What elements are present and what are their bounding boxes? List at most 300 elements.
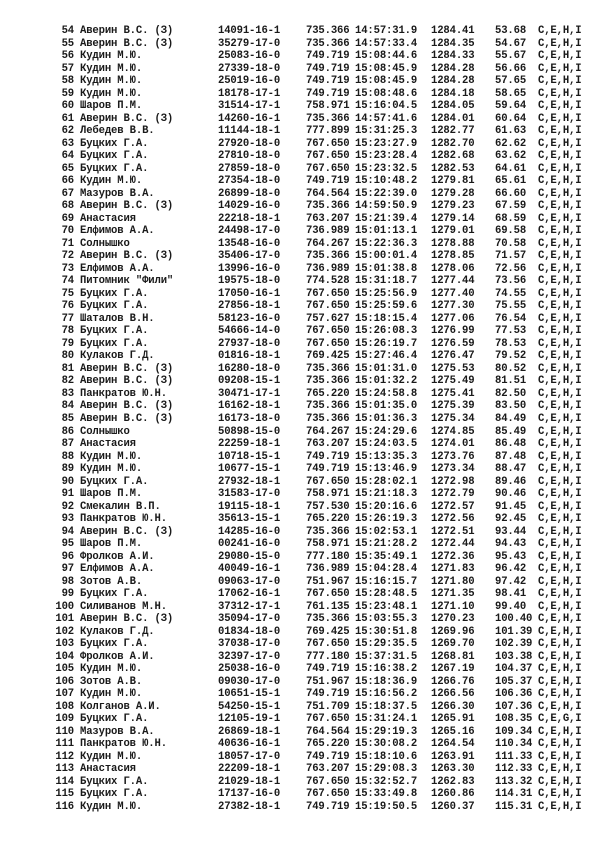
- distance: 736.989: [306, 262, 350, 275]
- ring-number: 27339-18-0: [218, 62, 281, 75]
- place: 95: [61, 538, 74, 551]
- flags: C,E,H,I: [538, 75, 582, 88]
- speed: 1284.28: [431, 75, 475, 88]
- ring-number: 13548-16-0: [218, 237, 281, 250]
- place: 97: [61, 563, 74, 576]
- score: 102.39: [495, 638, 533, 651]
- ring-number: 10718-15-1: [218, 450, 281, 463]
- distance: 735.366: [306, 400, 350, 413]
- flags: C,E,H,I: [538, 488, 582, 501]
- distance: 736.989: [306, 225, 350, 238]
- arrival-time: 15:16:38.2: [355, 663, 418, 676]
- owner-name: Шаров П.М.: [80, 488, 143, 501]
- speed: 1284.01: [431, 112, 475, 125]
- table-row: [0, 751, 600, 764]
- arrival-time: 15:29:35.5: [355, 638, 418, 651]
- ring-number: 14029-16-0: [218, 200, 281, 213]
- distance: 763.207: [306, 212, 350, 225]
- owner-name: Анастасия: [80, 763, 136, 776]
- owner-name: Буцких Г.А.: [80, 775, 149, 788]
- ring-number: 17137-16-0: [218, 788, 281, 801]
- arrival-time: 15:24:29.6: [355, 425, 418, 438]
- ring-number: 14260-16-1: [218, 112, 281, 125]
- results-table: [0, 25, 600, 813]
- speed: 1277.40: [431, 287, 475, 300]
- place: 71: [61, 237, 74, 250]
- speed: 1267.19: [431, 663, 475, 676]
- flags: C,E,H,I: [538, 100, 582, 113]
- owner-name: Аверин В.С. (З): [80, 613, 174, 626]
- speed: 1274.01: [431, 438, 475, 451]
- arrival-time: 15:01:13.1: [355, 225, 418, 238]
- distance: 758.971: [306, 100, 350, 113]
- ring-number: 29080-15-0: [218, 550, 281, 563]
- score: 97.42: [495, 575, 527, 588]
- place: 60: [61, 100, 74, 113]
- distance: 735.366: [306, 412, 350, 425]
- speed: 1269.70: [431, 638, 475, 651]
- place: 65: [61, 162, 74, 175]
- arrival-time: 15:20:16.6: [355, 500, 418, 513]
- score: 112.33: [495, 763, 533, 776]
- speed: 1272.79: [431, 488, 475, 501]
- flags: C,E,H,I: [538, 412, 582, 425]
- flags: C,E,H,I: [538, 300, 582, 313]
- place: 85: [61, 412, 74, 425]
- arrival-time: 15:23:32.5: [355, 162, 418, 175]
- flags: C,E,H,I: [538, 325, 582, 338]
- arrival-time: 15:30:51.8: [355, 625, 418, 638]
- place: 87: [61, 438, 74, 451]
- owner-name: Смекалин В.П.: [80, 500, 161, 513]
- table-row: [0, 626, 600, 639]
- ring-number: 17050-16-1: [218, 287, 281, 300]
- arrival-time: 15:08:45.9: [355, 62, 418, 75]
- ring-number: 21029-18-1: [218, 775, 281, 788]
- score: 92.45: [495, 513, 527, 526]
- arrival-time: 15:22:39.0: [355, 187, 418, 200]
- owner-name: Кудин М.Ю.: [80, 62, 143, 75]
- score: 91.45: [495, 500, 527, 513]
- owner-name: Питомник "Фили": [80, 275, 174, 288]
- arrival-time: 15:21:18.3: [355, 488, 418, 501]
- owner-name: Аверин В.С. (З): [80, 25, 174, 37]
- place: 54: [61, 25, 74, 37]
- speed: 1272.51: [431, 525, 475, 538]
- owner-name: Кудин М.Ю.: [80, 50, 143, 63]
- place: 107: [55, 688, 74, 701]
- flags: C,E,H,I: [538, 600, 582, 613]
- table-row: [0, 163, 600, 176]
- speed: 1279.01: [431, 225, 475, 238]
- table-row: [0, 726, 600, 739]
- speed: 1284.33: [431, 50, 475, 63]
- score: 101.39: [495, 625, 533, 638]
- flags: C,E,H,I: [538, 287, 582, 300]
- flags: C,E,H,I: [538, 588, 582, 601]
- ring-number: 27937-18-0: [218, 337, 281, 350]
- place: 62: [61, 125, 74, 138]
- arrival-time: 15:13:46.9: [355, 463, 418, 476]
- flags: C,E,H,I: [538, 62, 582, 75]
- speed: 1284.05: [431, 100, 475, 113]
- table-row: [0, 663, 600, 676]
- ring-number: 09030-17-0: [218, 675, 281, 688]
- arrival-time: 15:18:15.4: [355, 312, 418, 325]
- flags: C,E,H,I: [538, 425, 582, 438]
- speed: 1262.83: [431, 775, 475, 788]
- owner-name: Кулаков Г.Д.: [80, 350, 155, 363]
- place: 64: [61, 150, 74, 163]
- ring-number: 27932-18-1: [218, 475, 281, 488]
- place: 74: [61, 275, 74, 288]
- ring-number: 50898-15-0: [218, 425, 281, 438]
- place: 103: [55, 638, 74, 651]
- score: 82.50: [495, 387, 527, 400]
- ring-number: 35406-17-0: [218, 250, 281, 263]
- distance: 765.220: [306, 513, 350, 526]
- owner-name: Кудин М.Ю.: [80, 75, 143, 88]
- distance: 735.366: [306, 200, 350, 213]
- place: 100: [55, 600, 74, 613]
- ring-number: 27354-18-0: [218, 175, 281, 188]
- ring-number: 14285-16-0: [218, 525, 281, 538]
- speed: 1275.34: [431, 412, 475, 425]
- ring-number: 10651-15-1: [218, 688, 281, 701]
- flags: C,E,H,I: [538, 212, 582, 225]
- flags: C,E,H,I: [538, 663, 582, 676]
- table-row: [0, 300, 600, 313]
- score: 78.53: [495, 337, 527, 350]
- place: 102: [55, 625, 74, 638]
- place: 112: [55, 750, 74, 763]
- ring-number: 27810-18-0: [218, 150, 281, 163]
- distance: 749.719: [306, 663, 350, 676]
- distance: 751.967: [306, 575, 350, 588]
- flags: C,E,H,I: [538, 200, 582, 213]
- flags: C,E,H,I: [538, 763, 582, 776]
- arrival-time: 15:24:03.5: [355, 438, 418, 451]
- distance: 735.366: [306, 250, 350, 263]
- speed: 1272.44: [431, 538, 475, 551]
- speed: 1284.28: [431, 62, 475, 75]
- table-row: [0, 738, 600, 751]
- flags: C,E,H,I: [538, 137, 582, 150]
- ring-number: 26869-18-1: [218, 725, 281, 738]
- speed: 1271.10: [431, 600, 475, 613]
- speed: 1265.91: [431, 713, 475, 726]
- arrival-time: 15:32:52.7: [355, 775, 418, 788]
- flags: C,E,H,I: [538, 312, 582, 325]
- arrival-time: 15:03:55.3: [355, 613, 418, 626]
- flags: C,E,H,I: [538, 162, 582, 175]
- arrival-time: 15:21:28.2: [355, 538, 418, 551]
- score: 86.48: [495, 438, 527, 451]
- table-row: [0, 213, 600, 226]
- score: 69.58: [495, 225, 527, 238]
- ring-number: 09063-17-0: [218, 575, 281, 588]
- place: 61: [61, 112, 74, 125]
- ring-number: 27859-18-0: [218, 162, 281, 175]
- table-row: [0, 50, 600, 63]
- arrival-time: 15:18:37.5: [355, 700, 418, 713]
- table-row: [0, 238, 600, 251]
- score: 113.32: [495, 775, 533, 788]
- score: 88.47: [495, 463, 527, 476]
- speed: 1266.56: [431, 688, 475, 701]
- place: 55: [61, 37, 74, 50]
- distance: 767.650: [306, 300, 350, 313]
- flags: C,E,H,I: [538, 237, 582, 250]
- owner-name: Панкратов Ю.Н.: [80, 387, 167, 400]
- table-row: [0, 350, 600, 363]
- ring-number: 10677-15-1: [218, 463, 281, 476]
- arrival-time: 15:24:58.8: [355, 387, 418, 400]
- ring-number: 35094-17-0: [218, 613, 281, 626]
- speed: 1272.56: [431, 513, 475, 526]
- arrival-time: 15:26:08.3: [355, 325, 418, 338]
- ring-number: 54250-15-1: [218, 700, 281, 713]
- flags: C,E,H,I: [538, 638, 582, 651]
- place: 110: [55, 725, 74, 738]
- place: 108: [55, 700, 74, 713]
- arrival-time: 15:29:19.3: [355, 725, 418, 738]
- distance: 767.650: [306, 150, 350, 163]
- speed: 1282.70: [431, 137, 475, 150]
- arrival-time: 15:30:08.2: [355, 738, 418, 751]
- flags: C,E,H,I: [538, 400, 582, 413]
- distance: 767.650: [306, 588, 350, 601]
- table-row: [0, 513, 600, 526]
- arrival-time: 15:25:56.9: [355, 287, 418, 300]
- speed: 1266.30: [431, 700, 475, 713]
- table-row: [0, 250, 600, 263]
- distance: 749.719: [306, 175, 350, 188]
- flags: C,E,H,I: [538, 575, 582, 588]
- ring-number: 18057-17-0: [218, 750, 281, 763]
- distance: 777.180: [306, 550, 350, 563]
- score: 60.64: [495, 112, 527, 125]
- ring-number: 14091-16-1: [218, 25, 281, 37]
- distance: 735.366: [306, 375, 350, 388]
- ring-number: 25083-16-0: [218, 50, 281, 63]
- score: 59.64: [495, 100, 527, 113]
- speed: 1271.80: [431, 575, 475, 588]
- place: 93: [61, 513, 74, 526]
- ring-number: 32397-17-0: [218, 650, 281, 663]
- place: 91: [61, 488, 74, 501]
- arrival-time: 14:59:50.9: [355, 200, 418, 213]
- distance: 767.650: [306, 775, 350, 788]
- arrival-time: 15:29:08.3: [355, 763, 418, 776]
- place: 105: [55, 663, 74, 676]
- distance: 757.627: [306, 312, 350, 325]
- place: 116: [55, 800, 74, 813]
- table-row: [0, 788, 600, 801]
- owner-name: Колганов А.И.: [80, 700, 161, 713]
- table-row: [0, 200, 600, 213]
- ring-number: 00241-16-0: [218, 538, 281, 551]
- owner-name: Буцких Г.А.: [80, 713, 149, 726]
- distance: 758.971: [306, 488, 350, 501]
- score: 87.48: [495, 450, 527, 463]
- place: 75: [61, 287, 74, 300]
- flags: C,E,H,I: [538, 350, 582, 363]
- score: 79.52: [495, 350, 527, 363]
- owner-name: Буцких Г.А.: [80, 150, 149, 163]
- ring-number: 22259-18-1: [218, 438, 281, 451]
- owner-name: Зотов А.В.: [80, 675, 143, 688]
- arrival-time: 15:01:32.2: [355, 375, 418, 388]
- score: 104.37: [495, 663, 533, 676]
- score: 93.44: [495, 525, 527, 538]
- speed: 1282.53: [431, 162, 475, 175]
- arrival-time: 15:00:01.4: [355, 250, 418, 263]
- distance: 767.650: [306, 788, 350, 801]
- score: 64.61: [495, 162, 527, 175]
- distance: 749.719: [306, 463, 350, 476]
- table-row: [0, 175, 600, 188]
- owner-name: Мазуров В.А.: [80, 725, 155, 738]
- arrival-time: 15:16:56.2: [355, 688, 418, 701]
- place: 77: [61, 312, 74, 325]
- distance: 767.650: [306, 162, 350, 175]
- flags: C,E,H,I: [538, 37, 582, 50]
- owner-name: Кудин М.Ю.: [80, 450, 143, 463]
- score: 66.60: [495, 187, 527, 200]
- ring-number: 01816-18-1: [218, 350, 281, 363]
- table-row: [0, 188, 600, 201]
- score: 110.34: [495, 738, 533, 751]
- owner-name: Аверин В.С. (З): [80, 375, 174, 388]
- place: 115: [55, 788, 74, 801]
- table-row: [0, 801, 600, 814]
- arrival-time: 15:26:19.3: [355, 513, 418, 526]
- speed: 1275.39: [431, 400, 475, 413]
- ring-number: 25038-16-0: [218, 663, 281, 676]
- arrival-time: 15:18:10.6: [355, 750, 418, 763]
- distance: 735.366: [306, 25, 350, 37]
- arrival-time: 15:16:15.7: [355, 575, 418, 588]
- owner-name: Аверин В.С. (З): [80, 112, 174, 125]
- distance: 777.180: [306, 650, 350, 663]
- arrival-time: 15:16:04.5: [355, 100, 418, 113]
- score: 108.35: [495, 713, 533, 726]
- table-row: [0, 125, 600, 138]
- arrival-time: 15:33:49.8: [355, 788, 418, 801]
- score: 63.62: [495, 150, 527, 163]
- table-row: [0, 288, 600, 301]
- table-row: [0, 713, 600, 726]
- distance: 767.650: [306, 638, 350, 651]
- owner-name: Аверин В.С. (З): [80, 200, 174, 213]
- distance: 767.650: [306, 325, 350, 338]
- place: 101: [55, 613, 74, 626]
- speed: 1275.53: [431, 362, 475, 375]
- ring-number: 40049-16-1: [218, 563, 281, 576]
- owner-name: Анастасия: [80, 212, 136, 225]
- arrival-time: 15:28:02.1: [355, 475, 418, 488]
- table-row: [0, 63, 600, 76]
- place: 59: [61, 87, 74, 100]
- score: 111.33: [495, 750, 533, 763]
- table-row: [0, 325, 600, 338]
- arrival-time: 15:35:49.1: [355, 550, 418, 563]
- flags: C,E,H,I: [538, 800, 582, 813]
- distance: 749.719: [306, 800, 350, 813]
- place: 73: [61, 262, 74, 275]
- table-row: [0, 638, 600, 651]
- owner-name: Кулаков Г.Д.: [80, 625, 155, 638]
- owner-name: Шаталов В.Н.: [80, 312, 155, 325]
- distance: 749.719: [306, 688, 350, 701]
- flags: C,E,H,I: [538, 613, 582, 626]
- score: 89.46: [495, 475, 527, 488]
- table-row: [0, 338, 600, 351]
- flags: C,E,H,I: [538, 438, 582, 451]
- score: 53.68: [495, 25, 527, 37]
- place: 67: [61, 187, 74, 200]
- place: 70: [61, 225, 74, 238]
- arrival-time: 15:01:38.8: [355, 262, 418, 275]
- score: 94.43: [495, 538, 527, 551]
- arrival-time: 15:26:19.7: [355, 337, 418, 350]
- distance: 751.967: [306, 675, 350, 688]
- score: 71.57: [495, 250, 527, 263]
- distance: 765.220: [306, 738, 350, 751]
- table-row: [0, 701, 600, 714]
- speed: 1263.91: [431, 750, 475, 763]
- place: 104: [55, 650, 74, 663]
- arrival-time: 15:21:39.4: [355, 212, 418, 225]
- speed: 1265.16: [431, 725, 475, 738]
- flags: C,E,H,I: [538, 563, 582, 576]
- table-row: [0, 75, 600, 88]
- flags: C,E,H,I: [538, 700, 582, 713]
- distance: 735.366: [306, 112, 350, 125]
- owner-name: Буцких Г.А.: [80, 137, 149, 150]
- table-row: [0, 363, 600, 376]
- arrival-time: 15:23:28.4: [355, 150, 418, 163]
- place: 111: [55, 738, 74, 751]
- flags: C,E,H,I: [538, 788, 582, 801]
- arrival-time: 15:02:53.1: [355, 525, 418, 538]
- score: 76.54: [495, 312, 527, 325]
- table-row: [0, 113, 600, 126]
- distance: 774.528: [306, 275, 350, 288]
- ring-number: 18178-17-1: [218, 87, 281, 100]
- distance: 765.220: [306, 387, 350, 400]
- arrival-time: 14:57:31.9: [355, 25, 418, 37]
- owner-name: Лебедев В.В.: [80, 125, 155, 138]
- table-row: [0, 576, 600, 589]
- speed: 1277.44: [431, 275, 475, 288]
- owner-name: Силиванов М.Н.: [80, 600, 167, 613]
- score: 109.34: [495, 725, 533, 738]
- ring-number: 26899-18-0: [218, 187, 281, 200]
- table-row: [0, 451, 600, 464]
- owner-name: Аверин В.С. (З): [80, 525, 174, 538]
- arrival-time: 15:31:25.3: [355, 125, 418, 138]
- score: 58.65: [495, 87, 527, 100]
- flags: C,E,H,I: [538, 25, 582, 37]
- score: 80.52: [495, 362, 527, 375]
- score: 73.56: [495, 275, 527, 288]
- speed: 1279.23: [431, 200, 475, 213]
- flags: C,E,H,I: [538, 475, 582, 488]
- distance: 749.719: [306, 50, 350, 63]
- owner-name: Буцких Г.А.: [80, 162, 149, 175]
